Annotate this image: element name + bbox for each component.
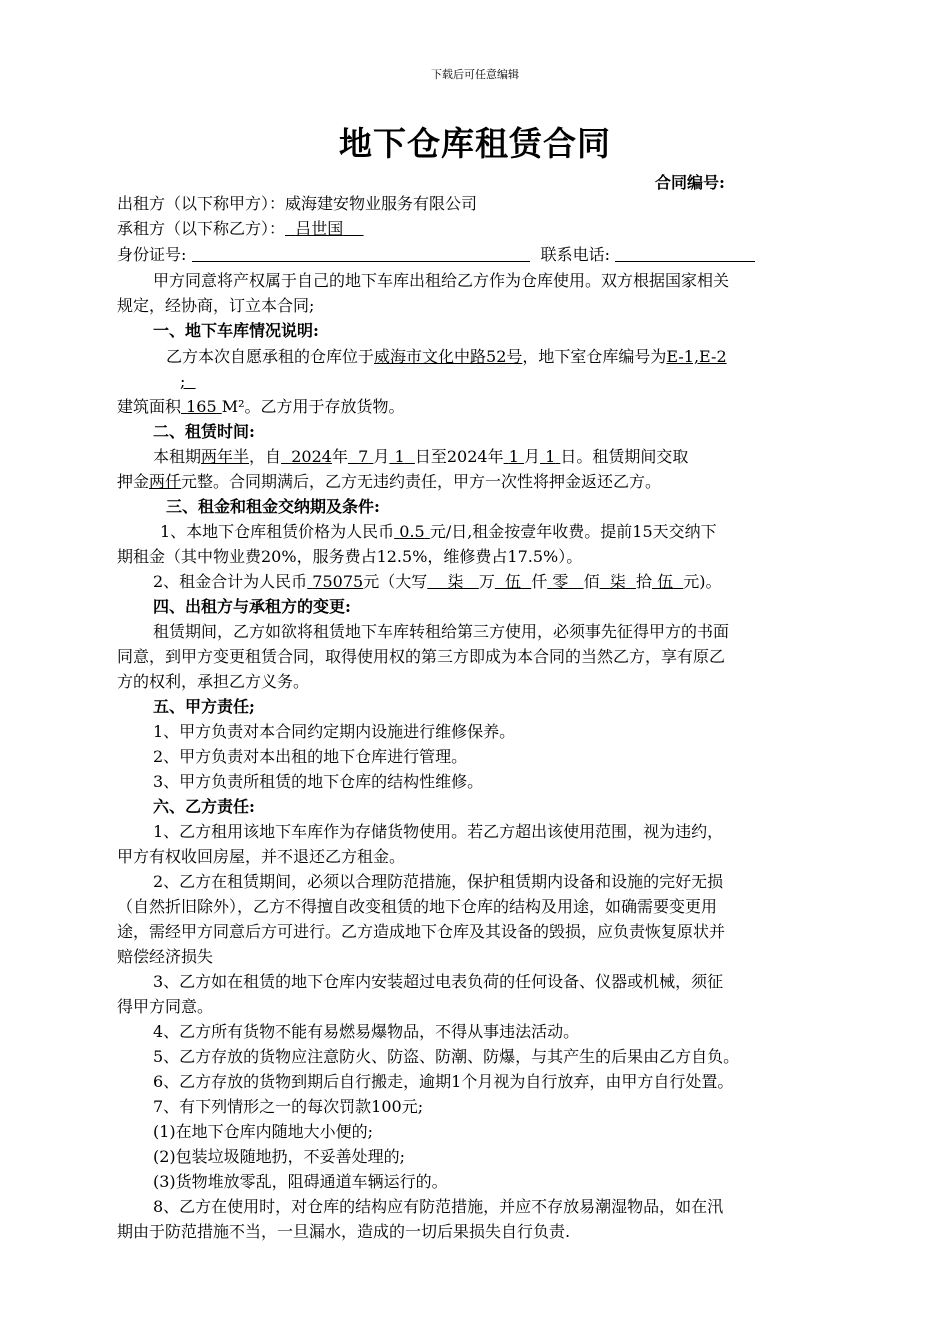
section-6-item-6: 6、乙方存放的货物到期后自行搬走，逾期1个月视为自行放弃，由甲方自行处置。 — [153, 1072, 734, 1091]
lessor-name: 威海建安物业服务有限公司 — [285, 194, 478, 213]
end-day: 1 — [545, 447, 556, 466]
section-6-item-8-line-1: 8、乙方在使用时，对仓库的结构应有防范措施，并应不存放易潮湿物品，如在汛 — [153, 1197, 724, 1216]
section-6-item-1-line-1: 1、乙方租用该地下车库作为存储货物使用。若乙方超出该使用范围，视为违约， — [153, 822, 724, 841]
section-2-deposit-line: 押金两仟元整。合同期满后，乙方无违约责任，甲方一次性将押金返还乙方。 — [117, 472, 662, 491]
section-5-item-1: 1、甲方负责对本合同约定期内设施进行维修保养。 — [153, 722, 516, 741]
section-3-total-line: 2、租金合计为人民币 75075元（大写 柒 万 伍 仟 零 佰 柒 拾 伍 元)。 — [153, 572, 722, 591]
capital-digit-2: 伍 — [505, 572, 522, 591]
capital-digit-4: 柒 — [609, 572, 626, 591]
section-6-heading: 六、乙方责任: — [153, 797, 255, 816]
section-6-item-8-line-2: 期由于防范措施不当，一旦漏水，造成的一切后果损失自行负责. — [117, 1222, 571, 1241]
section-6-sub-item-1: (1)在地下仓库内随地大小便的; — [153, 1122, 374, 1141]
lessee-label: 承租方（以下称乙方）： — [117, 219, 286, 238]
capital-digit-5: 伍 — [657, 572, 674, 591]
section-5-heading: 五、甲方责任; — [153, 697, 255, 716]
section-6-sub-item-3: (3)货物堆放零乱，阻碍通道车辆运行的。 — [153, 1172, 448, 1191]
section-4-line-3: 方的权利，承担乙方义务。 — [117, 672, 310, 691]
header-note: 下载后可任意编辑 — [431, 68, 519, 81]
id-number-blank — [192, 244, 530, 262]
section-6-item-1-line-2: 甲方有权收回房屋，并不退还乙方租金。 — [117, 847, 406, 866]
section-6-item-2-line-4: 赔偿经济损失 — [117, 947, 214, 966]
section-6-sub-item-2: (2)包装垃圾随地扔，不妥善处理的; — [153, 1147, 406, 1166]
section-4-heading: 四、出租方与承租方的变更: — [153, 597, 351, 616]
lessor-label: 出租方（以下称甲方）： — [117, 194, 286, 213]
section-4-line-2: 同意，到甲方变更租赁合同，取得使用权的第三方即成为本合同的当然乙方，享有原乙 — [117, 647, 726, 666]
section-1-heading: 一、地下车库情况说明: — [153, 321, 319, 340]
section-1-location-line: 乙方本次自愿承租的仓库位于威海市文化中路52号，地下室仓库编号为E-1,E-2 — [166, 347, 727, 366]
daily-price: 0.5 — [399, 522, 425, 541]
section-4-line-1: 租赁期间，乙方如欲将租赁地下车库转租给第三方使用，必须事先征得甲方的书面 — [153, 622, 730, 641]
building-area: 165 — [186, 397, 217, 416]
section-6-item-3-line-2: 得甲方同意。 — [117, 997, 214, 1016]
section-6-item-2-line-1: 2、乙方在租赁期间，必须以合理防范措施，保护租赁期内设备和设施的完好无损 — [153, 872, 724, 891]
phone-blank — [615, 244, 755, 262]
section-2-term-line: 本租期两年半，自 2024年 7 月 1 日至2024年 1 月 1 日。租赁期间交取 — [153, 447, 689, 466]
id-label: 身份证号: — [117, 245, 187, 264]
section-1-area-line: 建筑面积 165 M²。乙方用于存放货物。 — [117, 397, 405, 416]
section-6-item-2-line-3: 途，需经甲方同意后方可进行。乙方造成地下仓库及其设备的毁损，应负责恢复原状并 — [117, 922, 726, 941]
section-5-item-2: 2、甲方负责对本出租的地下仓库进行管理。 — [153, 747, 468, 766]
section-3-fee-line: 期租金（其中物业费20%，服务费占12.5%，维修费占17.5%）。 — [117, 547, 583, 566]
intro-line-1: 甲方同意将产权属于自己的地下车库出租给乙方作为仓库使用。双方根据国家相关 — [153, 271, 730, 290]
section-6-item-3-line-1: 3、乙方如在租赁的地下仓库内安装超过电表负荷的任何设备、仪器或机械，须征 — [153, 972, 724, 991]
phone-label: 联系电话: — [540, 245, 610, 264]
start-year: 2024 — [291, 447, 332, 466]
capital-digit-3: 零 — [552, 572, 569, 591]
deposit-amount: 两仟 — [149, 472, 182, 491]
section-3-heading: 三、租金和租金交纳期及条件: — [166, 497, 380, 516]
section-6-item-2-line-2: （自然折旧除外），乙方不得擅自改变租赁的地下仓库的结构及用途，如确需要变更用 — [117, 897, 718, 916]
warehouse-code: E-1,E-2 — [666, 347, 727, 366]
lessor-line — [117, 191, 847, 217]
section-2-heading: 二、租赁时间: — [153, 422, 255, 441]
lessee-name: 吕世国 — [295, 219, 344, 238]
contract-number-label: 合同编号: — [655, 173, 725, 192]
section-5-item-3: 3、甲方负责所租赁的地下仓库的结构性维修。 — [153, 772, 484, 791]
section-1-code-tail: ; — [180, 372, 186, 391]
lessee-line — [117, 216, 847, 242]
intro-line-2: 规定，经协商，订立本合同; — [117, 296, 315, 315]
end-month: 1 — [508, 447, 519, 466]
id-phone-line — [117, 242, 847, 268]
capital-digit-1: 柒 — [447, 572, 464, 591]
warehouse-location: 威海市文化中路52号 — [374, 347, 523, 366]
section-3-price-line: 1、本地下仓库租赁价格为人民币 0.5 元/日,租金按壹年收费。提前15天交纳下 — [160, 522, 717, 541]
start-day: 1 — [394, 447, 405, 466]
start-month: 7 — [358, 447, 369, 466]
section-6-item-4: 4、乙方所有货物不能有易燃易爆物品，不得从事违法活动。 — [153, 1022, 580, 1041]
section-6-item-5: 5、乙方存放的货物应注意防火、防盗、防潮、防爆，与其产生的后果由乙方自负。 — [153, 1047, 740, 1066]
lease-term: 两年半 — [201, 447, 250, 466]
total-rent: 75075 — [312, 572, 364, 591]
document-title: 地下仓库租赁合同 — [339, 124, 611, 163]
section-6-item-7: 7、有下列情形之一的每次罚款100元; — [153, 1097, 424, 1116]
